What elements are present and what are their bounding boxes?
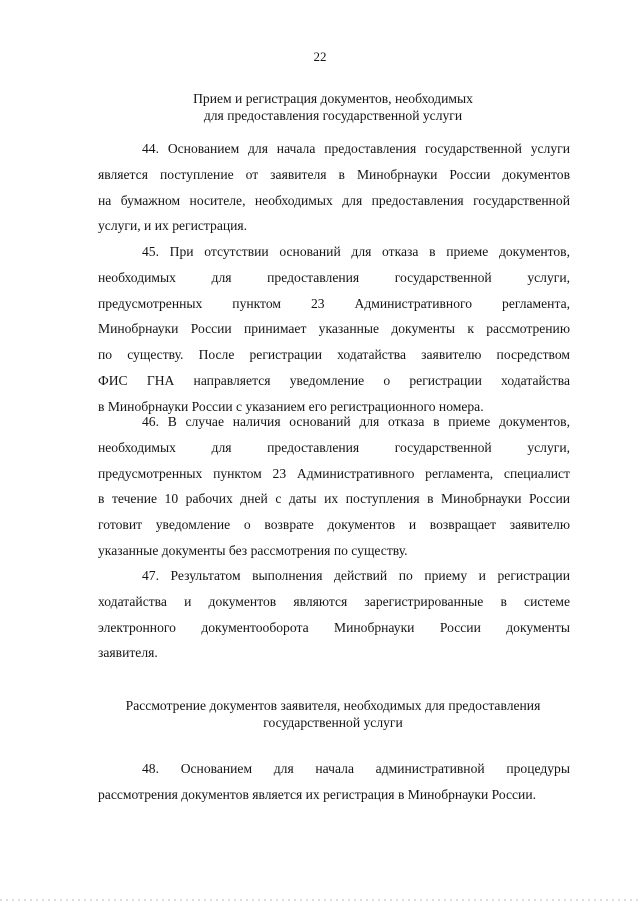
paragraph-line: 44. Основанием для начала предоставления государственной услуги bbox=[142, 141, 570, 156]
paragraph-line: услуги, и их регистрация. bbox=[98, 218, 248, 234]
paragraph-line: рассмотрения документов является их регистрация в Минобрнауки России. bbox=[98, 786, 536, 802]
section-heading-review bbox=[80, 697, 586, 731]
heading-line: государственной услуги bbox=[263, 715, 403, 730]
paragraph-line: 47. Результатом выполнения действий по приему и регистрации bbox=[142, 568, 570, 583]
paragraph-line: заявителя. bbox=[98, 645, 158, 661]
paragraph-line: является поступление от заявителя в Минобрнауки России документов bbox=[98, 166, 570, 182]
paragraph-line: на бумажном носителе, необходимых для предоставления государственной bbox=[98, 192, 570, 208]
paragraph-line: готовит уведомление о возврате документов и возвращает заявителю bbox=[98, 517, 570, 533]
paragraph-line: 48. Основанием для начала административной процедуры bbox=[142, 761, 570, 776]
scan-edge-artifact bbox=[0, 899, 640, 901]
paragraph-line: в течение 10 рабочих дней с даты их поступления в Минобрнауки России bbox=[98, 491, 570, 507]
paragraph-line: необходимых для предоставления государственной услуги, bbox=[98, 269, 570, 285]
paragraph-line: в Минобрнауки России с указанием его регистрационного номера. bbox=[98, 398, 484, 414]
paragraph-46 bbox=[98, 409, 570, 564]
paragraph-line: ходатайства и документов являются зарегистрированные в системе bbox=[98, 593, 570, 609]
paragraph-line: указанные документы без рассмотрения по существу. bbox=[98, 542, 408, 558]
paragraph-line: по существу. После регистрации ходатайства заявителю посредством bbox=[98, 347, 570, 363]
heading-line: для предоставления государственной услуги bbox=[203, 108, 463, 123]
paragraph-line: 45. При отсутствии оснований для отказа в приеме документов, bbox=[142, 244, 570, 259]
page-number: 22 bbox=[313, 49, 327, 64]
paragraph-48 bbox=[98, 756, 570, 808]
paragraph-line: 46. В случае наличия оснований для отказа в приеме документов, bbox=[142, 414, 570, 429]
heading-line: Рассмотрение документов заявителя, необходимых для предоставления bbox=[125, 698, 541, 713]
section-heading-reception bbox=[80, 90, 586, 124]
paragraph-line: ФИС ГНА направляется уведомление о регистрации ходатайства bbox=[98, 372, 570, 388]
paragraph-line: предусмотренных пунктом 23 Административного регламента, специалист bbox=[98, 465, 570, 481]
paragraph-47 bbox=[98, 563, 570, 666]
paragraph-45 bbox=[98, 239, 570, 420]
paragraph-44 bbox=[98, 136, 570, 239]
heading-line: Прием и регистрация документов, необходимых bbox=[193, 91, 473, 106]
paragraph-line: необходимых для предоставления государственной услуги, bbox=[98, 439, 570, 455]
paragraph-line: электронного документооборота Минобрнауки России документы bbox=[98, 619, 570, 635]
paragraph-line: Минобрнауки России принимает указанные документы к рассмотрению bbox=[98, 321, 570, 337]
paragraph-line: предусмотренных пунктом 23 Административного регламента, bbox=[98, 295, 570, 311]
